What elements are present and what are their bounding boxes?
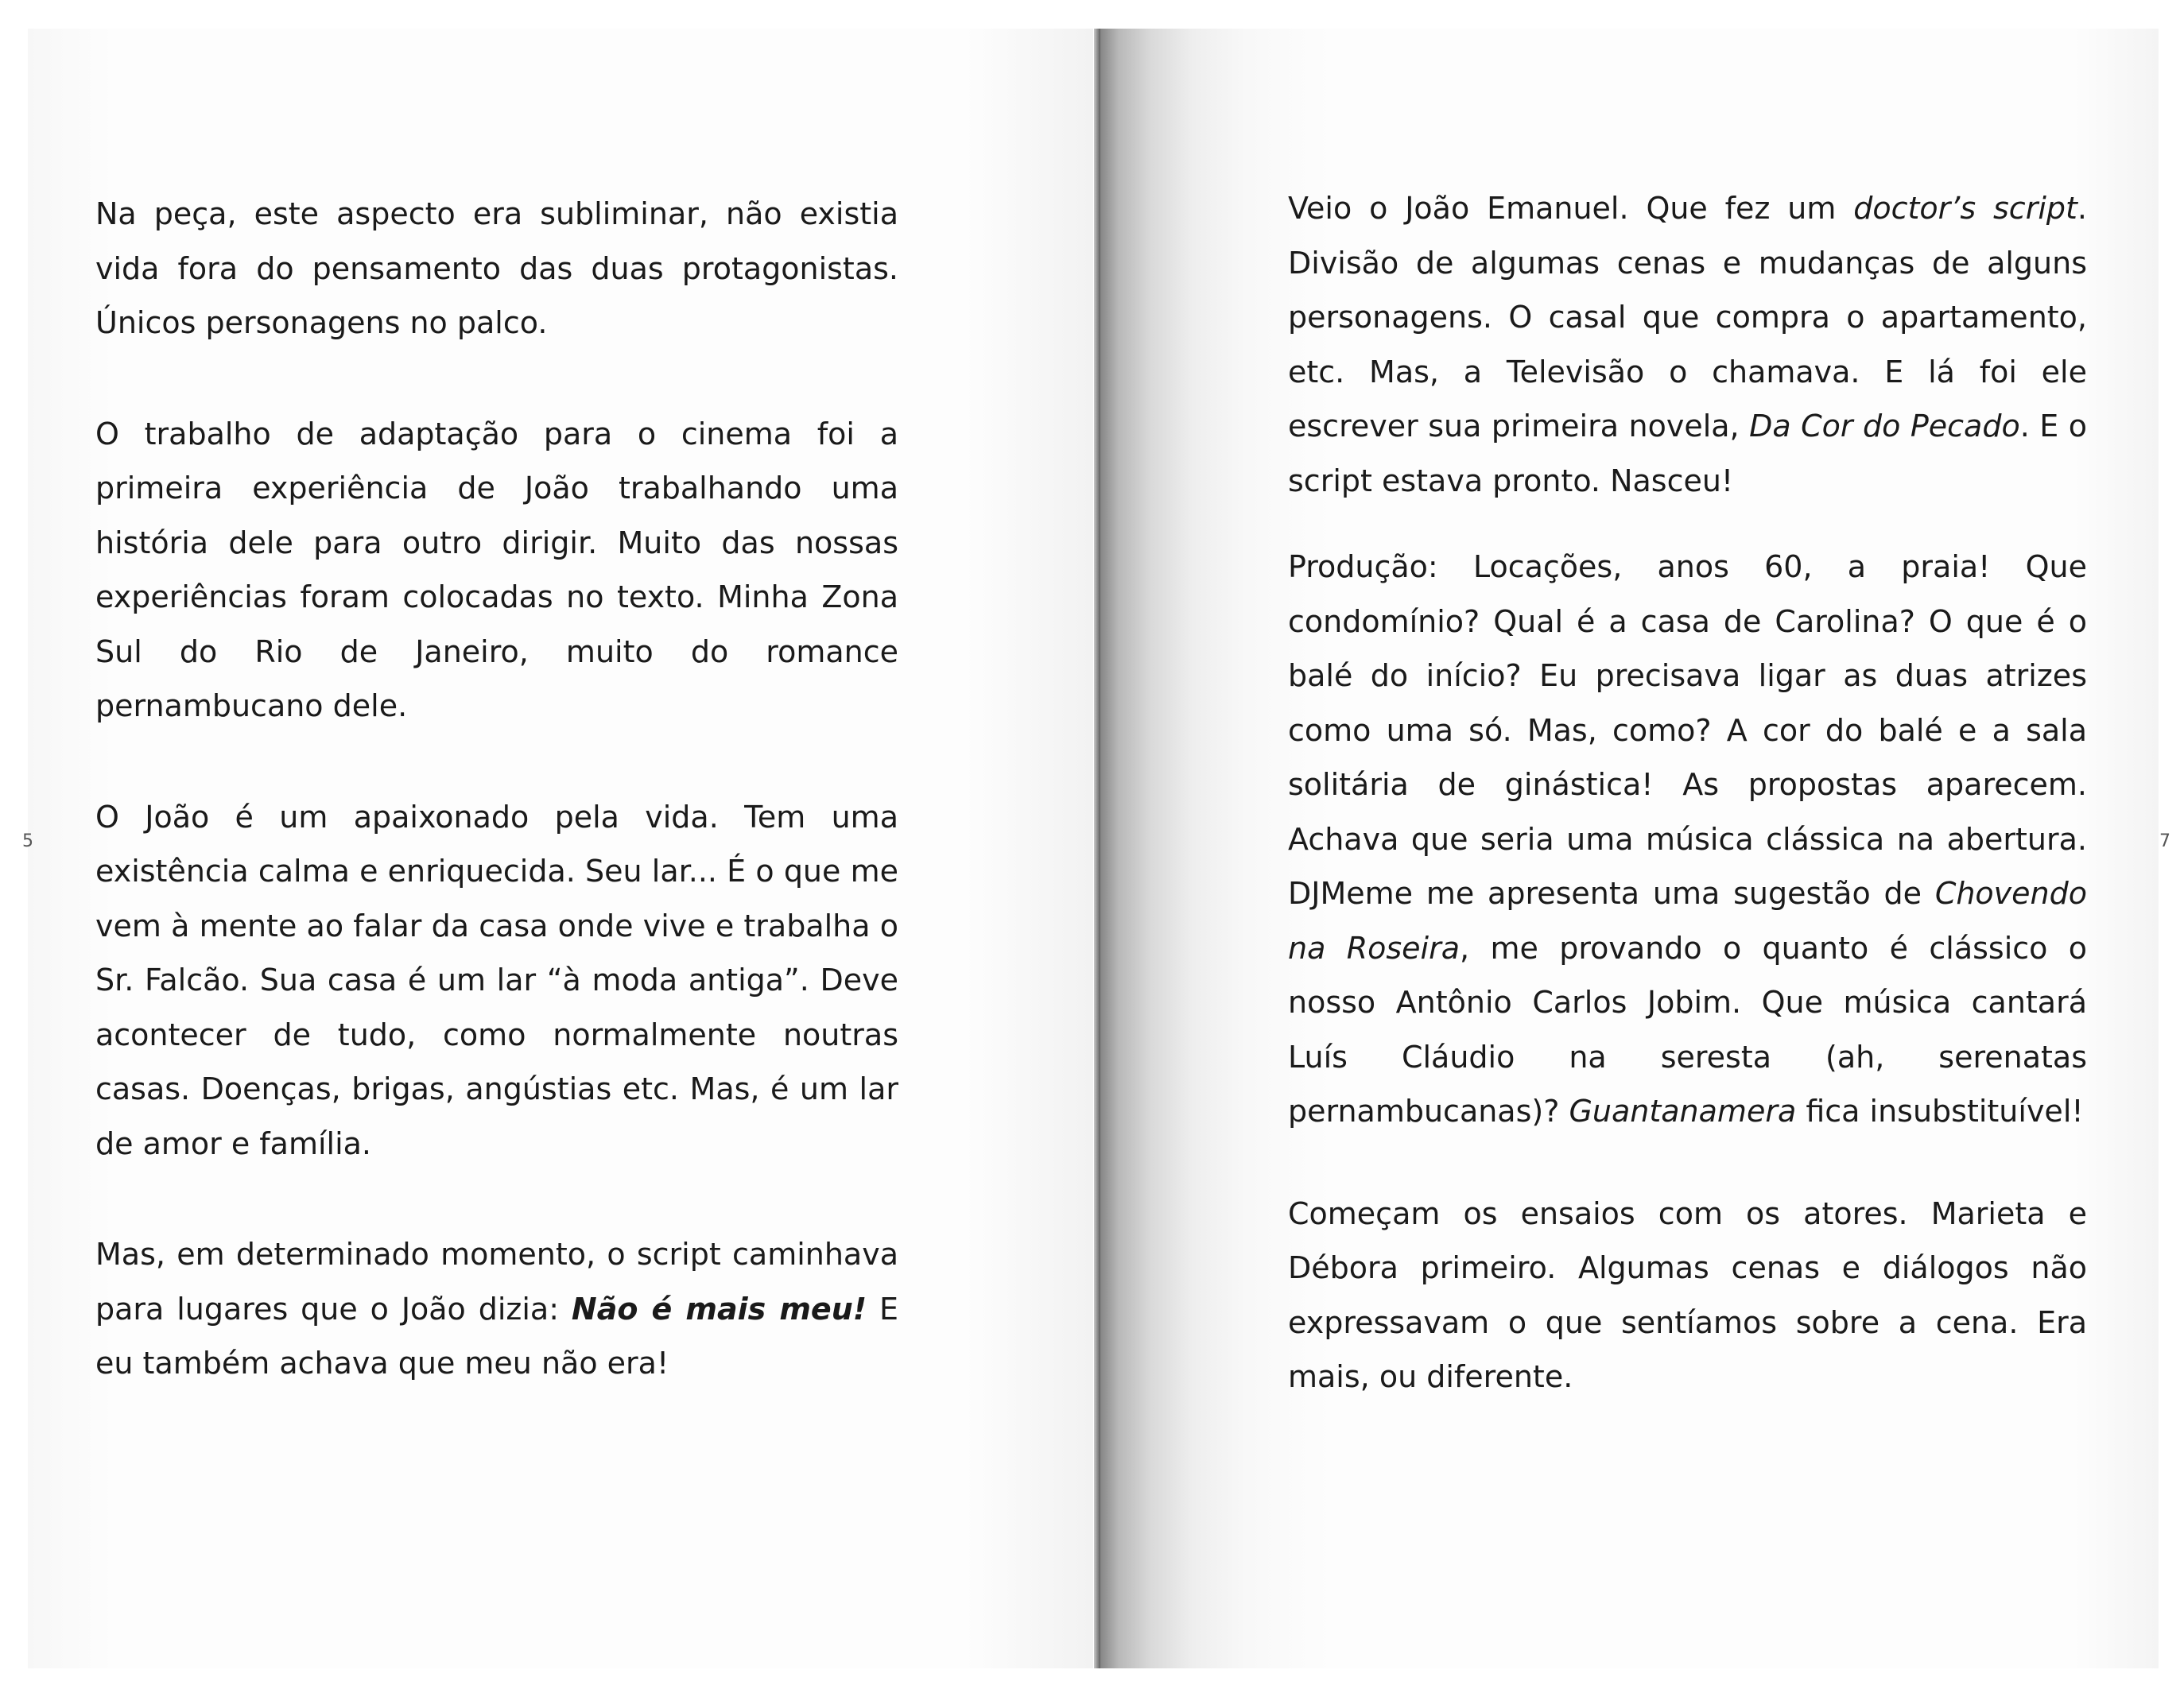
left-p4-text-b: E eu também achava que meu não era! xyxy=(95,1291,899,1381)
right-edge-mark: 7 xyxy=(2159,831,2170,851)
left-page-text xyxy=(95,187,898,1447)
right-p2-text-b: , me provando o quanto é clássico o nosso Antônio Carlos Jobim. Que música cantará Luís Cláudio na seresta (ah, serenatas pernambucanas)? xyxy=(1288,930,2088,1129)
right-p2-emphasis-2: Guantanamera xyxy=(1569,1094,1797,1129)
left-p4-text-a: Mas, em determinado momento, o script caminhava para lugares que o João dizia: xyxy=(95,1237,898,1327)
left-paragraph-4 xyxy=(95,1227,898,1391)
right-paragraph-2 xyxy=(1288,540,2087,1139)
left-paragraph-3: O João é um apaixonado pela vida. Tem uma existência calma e enriquecida. Seu lar... É o que me vem à mente ao falar da casa onde vive e trabalha o Sr. Falcão. Sua casa é um lar “à moda antiga”. Deve acontecer de tudo, como normalmente noutras casas. Doenças, brigas, angústias etc. Mas, é um lar de amor e família. xyxy=(95,799,898,1161)
right-p2-text-a: Produção: Locações, anos 60, a praia! Que condomínio? Qual é a casa de Carolina? O que é o balé do início? Eu precisava ligar as duas atrizes como uma só. Mas, como? A cor do balé e a sala solitária de ginástica! As propostas aparecem. Achava que seria uma música clássica na abertura. DJMeme me apresenta uma sugestão de xyxy=(1288,549,2087,911)
left-paragraph-2: O trabalho de adaptação para o cinema foi a primeira experiência de João trabalhando uma história dele para outro dirigir. Muito das nossas experiências foram colocadas no texto. Minha Zona Sul do Rio de Janeiro, muito do romance pernambucano dele. xyxy=(95,416,898,723)
right-p2-emphasis-1: Chovendo na Roseira xyxy=(1288,876,2087,966)
left-edge-mark: 5 xyxy=(22,831,33,851)
right-p1-text-b: . Divisão de algumas cenas e mudanças de alguns personagens. O casal que compra o apartamento, etc. Mas, a Televisão o chamava. E lá foi ele escrever sua primeira novela, xyxy=(1288,191,2087,444)
book-gutter xyxy=(1094,29,1100,1668)
right-p2-text-c: fica insubstituível! xyxy=(1796,1094,2084,1129)
right-p1-text-a: Veio o João Emanuel. Que fez um xyxy=(1288,191,1854,226)
left-paragraph-1: Na peça, este aspecto era subliminar, não existia vida fora do pensamento das duas protagonistas. Únicos personagens no palco. xyxy=(95,196,898,340)
left-p4-emphasis: Não é mais meu! xyxy=(571,1291,867,1327)
right-p1-emphasis-1: doctor’s script xyxy=(1853,191,2077,226)
right-paragraph-1 xyxy=(1288,181,2087,508)
right-paragraph-3: Começam os ensaios com os atores. Marieta e Débora primeiro. Algumas cenas e diálogos não expressavam o que sentíamos sobre a cena. Era mais, ou diferente. xyxy=(1288,1195,2087,1394)
right-page-text xyxy=(1288,181,2087,1461)
right-p1-text-c: . E o script estava pronto. Nasceu! xyxy=(1288,409,2088,498)
right-p1-emphasis-2: Da Cor do Pecado xyxy=(1749,409,2020,444)
